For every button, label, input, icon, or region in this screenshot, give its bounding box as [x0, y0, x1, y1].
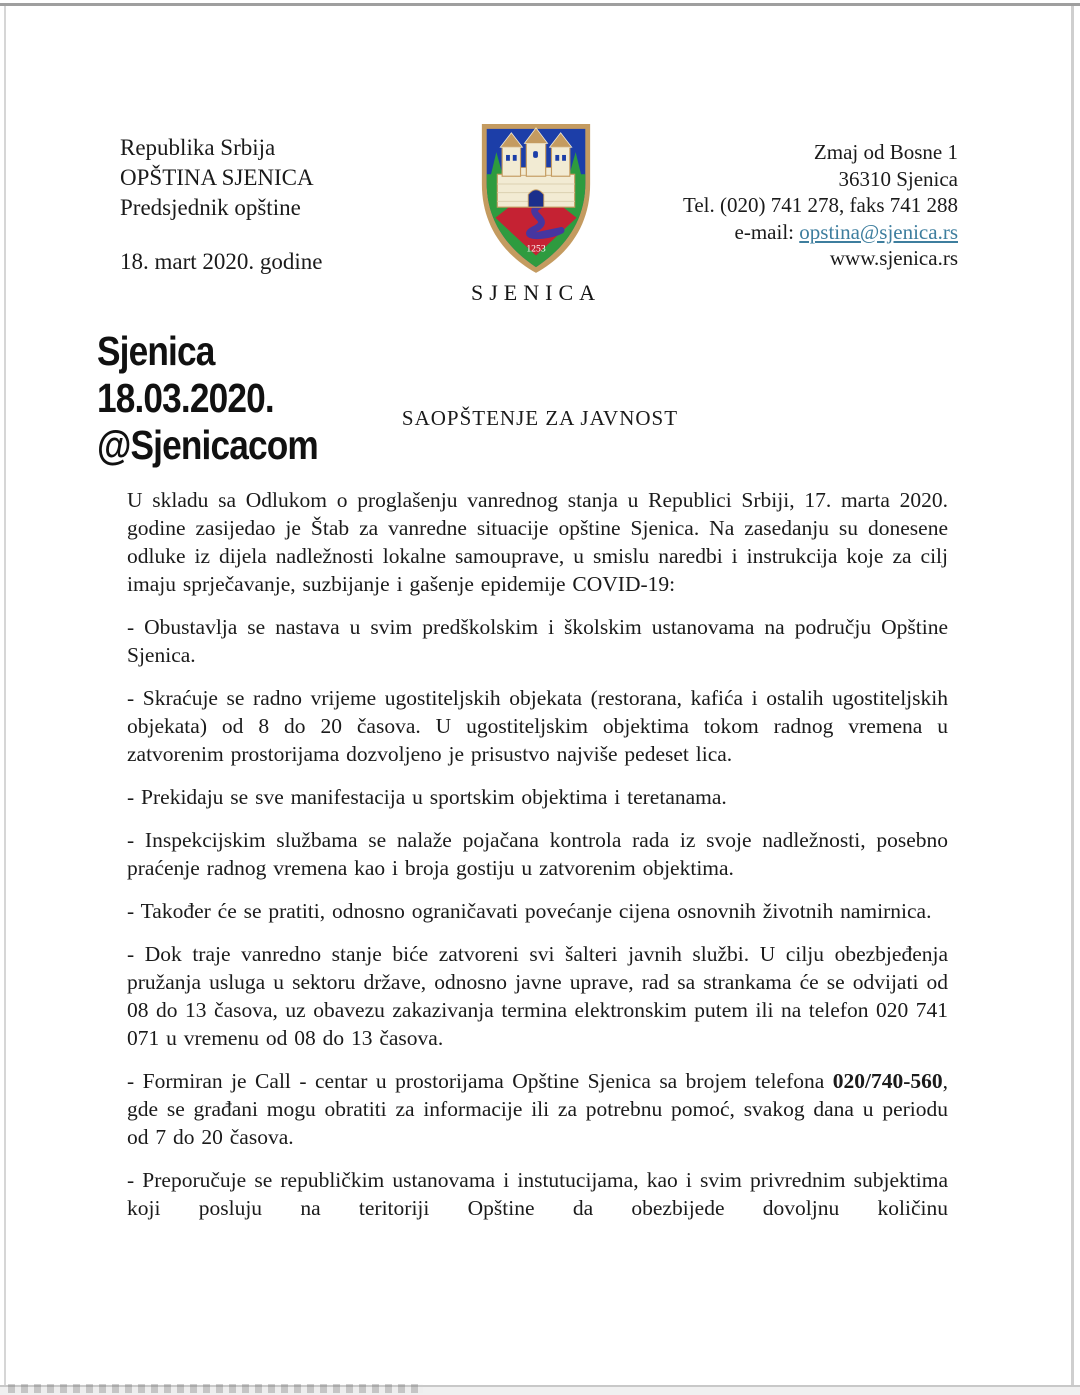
- contact-email-label: e-mail:: [734, 219, 800, 244]
- contact-website: www.sjenica.rs: [829, 246, 958, 270]
- crest-caption: SJENICA: [470, 280, 602, 305]
- crest-year: 1253: [526, 243, 546, 255]
- contact-street: Zmaj od Bosne 1: [813, 140, 958, 164]
- contact-phone: Tel. (020) 741 278, faks 741 288: [683, 193, 958, 217]
- bottom-cropped-watermark: [8, 1384, 423, 1393]
- paragraph-prices: - Također će se pratiti, odnosno ograničavati povećanje cijena osnovnih životnih namirnica.: [127, 899, 932, 923]
- watermark-source: Sjenica: [97, 328, 215, 374]
- municipal-crest: [470, 120, 602, 305]
- page-border-top: [0, 3, 1080, 6]
- document-title: SAOPŠTENJE ZA JAVNOST: [401, 406, 679, 430]
- document-body: [127, 486, 948, 1237]
- paragraph-recommendation: - Preporučuje se republičkim ustanovama i instutucijama, kao i svim privrednim subjektima koji posluju na teritoriji Opštine da obezbijede dovoljnu količinu: [127, 1168, 948, 1220]
- page-border-left: [4, 6, 6, 1385]
- call-center-text-before: - Formiran je Call - centar u prostorijama Opštine Sjenica sa brojem telefona: [127, 1069, 833, 1093]
- page-border-right: [1071, 6, 1074, 1385]
- social-watermark: [97, 328, 318, 469]
- sender-country: Republika Srbija: [120, 135, 276, 160]
- call-center-phone: 020/740-560: [832, 1069, 943, 1093]
- sender-office: Predsjednik opštine: [120, 195, 301, 220]
- sender-municipality: OPŠTINA SJENICA: [120, 165, 314, 190]
- paragraph-events: - Prekidaju se sve manifestacija u sportskim objektima i teretanama.: [127, 785, 727, 809]
- paragraph-intro: U skladu sa Odlukom o proglašenju vanrednog stanja u Republici Srbiji, 17. marta 2020. godine zasijedao je Štab za vanredne situacije opštine Sjenica. Na zasedanju su donesene odluke iz dijela nadležnosti lokalne samouprave, u smislu naredbi i instrukcija koje za cilj imaju sprječavanje, suzbijanje i gašenje epidemije COVID-19:: [127, 488, 948, 596]
- paragraph-counters: - Dok traje vanredno stanje biće zatvoreni svi šalteri javnih službi. U cilju obezbjeđenja pružanja usluga u sektoru države, odnosno javne uprave, rad sa strankama će se odvijati od 08 do 13 časova, uz obavezu zakazivanja termina elektronskim putem ili na telefon 020 741 071 u vremenu od 08 do 13 časova.: [127, 942, 948, 1050]
- contact-city: 36310 Sjenica: [838, 166, 958, 191]
- contact-email-line: [683, 219, 958, 246]
- contact-email-link[interactable]: opstina@sjenica.rs: [799, 219, 958, 244]
- contact-block: [683, 139, 958, 272]
- coat-of-arms-icon: [478, 120, 594, 275]
- call-center-text-after: , gde se građani mogu obratiti za informacije ili za potrebnu pomoć, svakog dana u periodu od 7 do 20 časova.: [127, 1069, 948, 1149]
- watermark-handle: @Sjenicacom: [97, 422, 318, 468]
- watermark-date: 18.03.2020.: [97, 375, 274, 421]
- paragraph-inspections: - Inspekcijskim službama se nalaže pojačana kontrola rada iz svoje nadležnosti, posebno praćenje radnog vremena kao i broja gostiju u zatvorenim objektima.: [127, 828, 948, 880]
- paragraph-call-center: [127, 1067, 948, 1151]
- paragraph-restaurants: - Skraćuje se radno vrijeme ugostiteljskih objekata (restorana, kafića i ostalih ugostiteljskih objekata) od 8 do 20 časova. U ugostiteljskim objektima tokom radnog vremena u zatvorenim prostorijama dozvoljeno je prisustvo najviše pedeset lica.: [127, 686, 948, 766]
- document-date: 18. mart 2020. godine: [120, 249, 323, 274]
- sender-block: [120, 133, 314, 223]
- paragraph-schools: - Obustavlja se nastava u svim predškolskim i školskim ustanovama na području Opštine Sjenica.: [127, 615, 948, 667]
